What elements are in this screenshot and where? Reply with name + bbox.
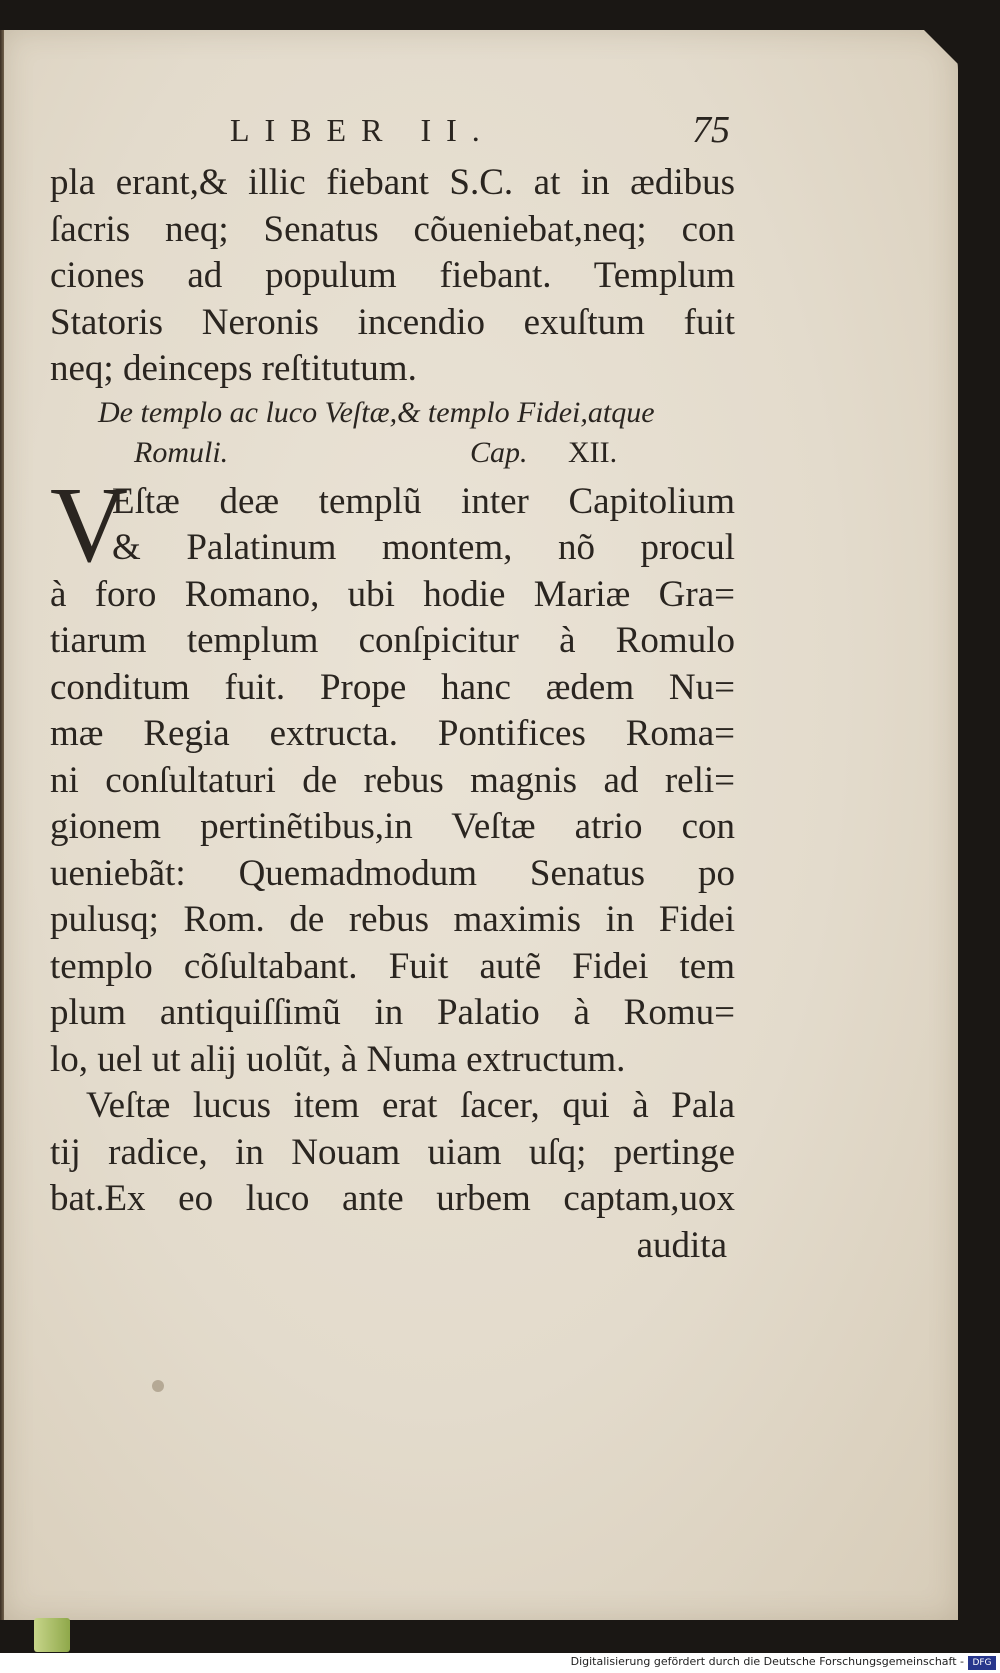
chapter-opening — [50, 465, 735, 585]
drop-cap-initial: V — [50, 465, 128, 585]
text-line: ſacris neq; Senatus cõueniebat,neq; con — [50, 208, 735, 250]
text-line: bat.Ex eo luco ante urbem captam,uox — [50, 1178, 735, 1219]
chapter-number: XII. — [568, 435, 618, 469]
text-line: pulusq; Rom. de rebus maximis in Fidei — [50, 899, 735, 940]
chapter-heading-row — [50, 433, 735, 479]
text-line: templo cõſultabant. Fuit autẽ Fidei tem — [50, 945, 735, 987]
dfg-logo-icon: DFG — [968, 1656, 996, 1670]
footer-bar — [0, 1653, 1000, 1673]
chapter-heading: De templo ac luco Veſtæ,& templo Fidei,atque — [98, 395, 655, 429]
footer-credit: Digitalisierung gefördert durch die Deutsche Forschungsgemeinschaft - — [570, 1655, 964, 1668]
text-line: Statoris Neronis incendio exuſtum fuit — [50, 301, 735, 343]
chapter-cap-label: Cap. — [470, 435, 528, 469]
text-line: ciones ad populum fiebant. Templum — [50, 255, 735, 296]
text-line: plum antiquiſſimũ in Palatio à Romu= — [50, 992, 735, 1033]
page-header — [230, 109, 730, 152]
page-number: 75 — [692, 109, 730, 151]
text-line: neq; deinceps reſtitutum. — [50, 348, 417, 389]
catchword: audita — [636, 1224, 727, 1266]
text-line: tij radice, in Nouam uiam uſq; pertinge — [50, 1131, 735, 1173]
text-line: pla erant,& illic fiebant S.C. at in ædibus — [50, 162, 735, 203]
text-line: conditum fuit. Prope hanc ædem Nu= — [50, 666, 735, 708]
running-title: LIBER II. — [230, 112, 495, 148]
text-line: Veſtæ lucus item erat ſacer, qui à Pala — [86, 1085, 735, 1126]
text-line: Eſtæ deæ templũ inter Capitolium — [112, 480, 735, 522]
page-corner-fold — [924, 30, 958, 64]
text-line: & Palatinum montem, nõ procul — [112, 527, 735, 568]
text-block — [50, 160, 735, 1269]
text-line: ueniebãt: Quemadmodum Senatus po — [50, 852, 735, 894]
bookmark-ribbon — [34, 1618, 70, 1652]
text-line: gionem pertinẽtibus,in Veſtæ atrio con — [50, 806, 735, 847]
text-line: tiarum templum conſpicitur à Romulo — [50, 620, 735, 661]
paper-spot — [152, 1380, 164, 1392]
text-line: lo, uel ut alij uolũt, à Numa extructum. — [50, 1038, 626, 1080]
text-line: mæ Regia extructa. Pontifices Roma= — [50, 713, 735, 754]
text-line: ni conſultaturi de rebus magnis ad reli= — [50, 759, 735, 801]
text-line: à foro Romano, ubi hodie Mariæ Gra= — [50, 573, 735, 615]
chapter-heading-title: Romuli. — [134, 435, 229, 469]
